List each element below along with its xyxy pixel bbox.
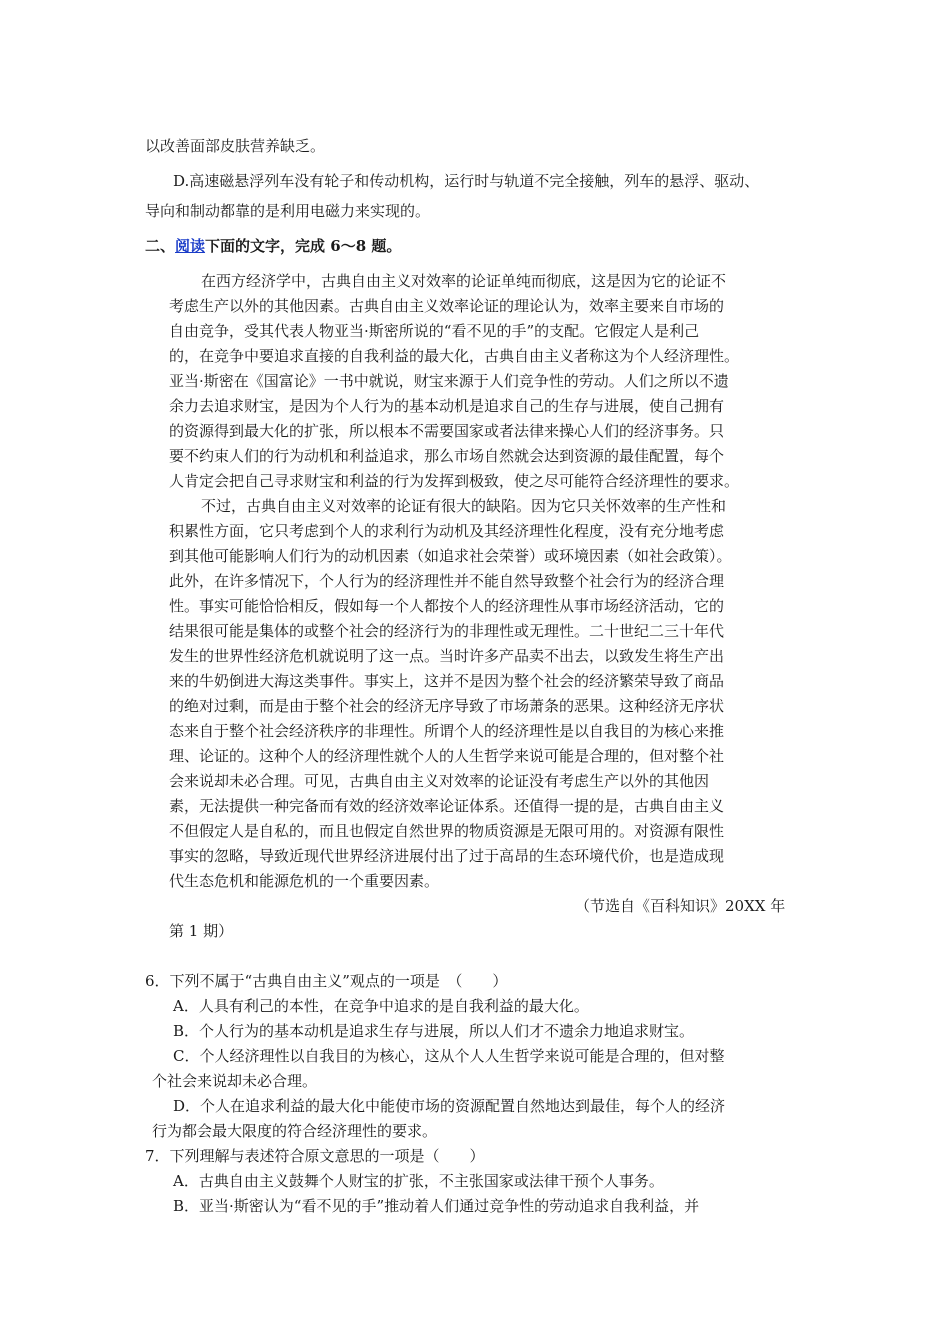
passage-line: 素，无法提供一种完备而有效的经济效率论证体系。还值得一提的是，古典自由主义 bbox=[169, 797, 725, 815]
question-6-option-a: A．人具有利己的本性，在竞争中追求的是自我利益的最大化。 bbox=[173, 997, 589, 1015]
passage-line: 理、论证的。这种个人的经济理性就个人的人生哲学来说可能是合理的，但对整个社 bbox=[169, 747, 725, 765]
question-7-stem: 7．下列理解与表述符合原文意思的一项是（ ） bbox=[145, 1147, 485, 1165]
question-6-option-b: B．个人行为的基本动机是追求生存与进展，所以人们才不遗余力地追求财宝。 bbox=[173, 1022, 695, 1040]
passage-line: 自由竞争，受其代表人物亚当·斯密所说的“看不见的手”的支配。它假定人是利己 bbox=[169, 322, 700, 340]
passage-line: 态来自于整个社会经济秩序的非理性。所谓个人的经济理性是以自我目的为核心来推 bbox=[169, 722, 725, 740]
text-line: 以改善面部皮肤营养缺乏。 bbox=[145, 137, 326, 155]
passage-line: 发生的世界性经济危机就说明了这一点。当时许多产品卖不出去，以致发生将生产出 bbox=[169, 647, 725, 665]
passage-line: 在西方经济学中，古典自由主义对效率的论证单纯而彻底，这是因为它的论证不 bbox=[201, 272, 727, 290]
question-6-option-c: C．个人经济理性以自我目的为核心，这从个人人生哲学来说可能是合理的，但对整 bbox=[173, 1047, 725, 1065]
reading-link[interactable]: 阅读 bbox=[175, 237, 206, 255]
section-heading-rest: 下面的文字，完成 6～8 题。 bbox=[205, 237, 402, 255]
passage-line: 考虑生产以外的其他因素。古典自由主义效率论证的理论认为，效率主要来自市场的 bbox=[169, 297, 725, 315]
passage-line: 到其他可能影响人们行为的动机因素（如追求社会荣誉）或环境因素（如社会政策）。 bbox=[169, 547, 732, 565]
question-6-stem: 6．下列不属于“古典自由主义”观点的一项是 （ ） bbox=[145, 972, 508, 990]
passage-line: 要不约束人们的行为动机和利益追求，那么市场自然就会达到资源的最佳配置，每个 bbox=[169, 447, 725, 465]
passage-line: 性。事实可能恰恰相反，假如每一个人都按个人的经济理性从事市场经济活动，它的 bbox=[169, 597, 725, 615]
passage-line: 不过，古典自由主义对效率的论证有很大的缺陷。因为它只关怀效率的生产性和 bbox=[201, 497, 727, 515]
passage-line: 不但假定人是自私的，而且也假定自然世界的物质资源是无限可用的。对资源有限性 bbox=[169, 822, 725, 840]
question-7-option-b: B．亚当·斯密认为“看不见的手”推动着人们通过竞争性的劳动追求自我利益，并 bbox=[173, 1197, 700, 1215]
option-d-line-2: 导向和制动都靠的是利用电磁力来实现的。 bbox=[145, 202, 431, 220]
passage-line: 的绝对过剩，而是由于整个社会的经济无序导致了市场萧条的恶果。这种经济无序状 bbox=[169, 697, 725, 715]
section-prefix: 二、 bbox=[145, 237, 176, 255]
passage-line: 会来说却未必合理。可见，古典自由主义对效率的论证没有考虑生产以外的其他因 bbox=[169, 772, 710, 790]
option-d-line-1: D.高速磁悬浮列车没有轮子和传动机构，运行时与轨道不完全接触，列车的悬浮、驱动、 bbox=[173, 172, 760, 190]
passage-line: 的，在竞争中要追求直接的自我利益的最大化，古典自由主义者称这为个人经济理性。 bbox=[169, 347, 740, 365]
question-6-option-d-cont: 行为都会最大限度的符合经济理性的要求。 bbox=[152, 1122, 438, 1140]
question-7-option-a: A．古典自由主义鼓舞个人财宝的扩张，不主张国家或法律干预个人事务。 bbox=[173, 1172, 664, 1190]
passage-line: 代生态危机和能源危机的一个重要因素。 bbox=[169, 872, 440, 890]
source-citation-cont: 第 1 期） bbox=[169, 922, 234, 940]
passage-line: 积累性方面，它只考虑到个人的求利行为动机及其经济理性化程度，没有充分地考虑 bbox=[169, 522, 725, 540]
passage-line: 事实的忽略，导致近现代世界经济进展付出了过于高昂的生态环境代价，也是造成现 bbox=[169, 847, 725, 865]
section-heading bbox=[145, 236, 401, 256]
source-citation: （节选自《百科知识》20XX 年 bbox=[575, 897, 786, 915]
passage-line: 结果很可能是集体的或整个社会的经济行为的非理性或无理性。二十世纪二三十年代 bbox=[169, 622, 725, 640]
passage-line: 的资源得到最大化的扩张，所以根本不需要国家或者法律来操心人们的经济事务。只 bbox=[169, 422, 725, 440]
passage-line: 此外，在许多情况下，个人行为的经济理性并不能自然导致整个社会行为的经济合理 bbox=[169, 572, 725, 590]
passage-line: 来的牛奶倒进大海这类事件。事实上，这并不是因为整个社会的经济繁荣导致了商品 bbox=[169, 672, 725, 690]
question-6-option-d: D．个人在追求利益的最大化中能使市场的资源配置自然地达到最佳，每个人的经济 bbox=[173, 1097, 726, 1115]
question-6-option-c-cont: 个社会来说却未必合理。 bbox=[152, 1072, 318, 1090]
passage-line: 人肯定会把自己寻求财宝和利益的行为发挥到极致，使之尽可能符合经济理性的要求。 bbox=[169, 472, 740, 490]
passage-line: 余力去追求财宝，是因为个人行为的基本动机是追求自己的生存与进展，使自己拥有 bbox=[169, 397, 725, 415]
passage-line: 亚当·斯密在《国富论》一书中就说，财宝来源于人们竞争性的劳动。人们之所以不遗 bbox=[169, 372, 729, 390]
